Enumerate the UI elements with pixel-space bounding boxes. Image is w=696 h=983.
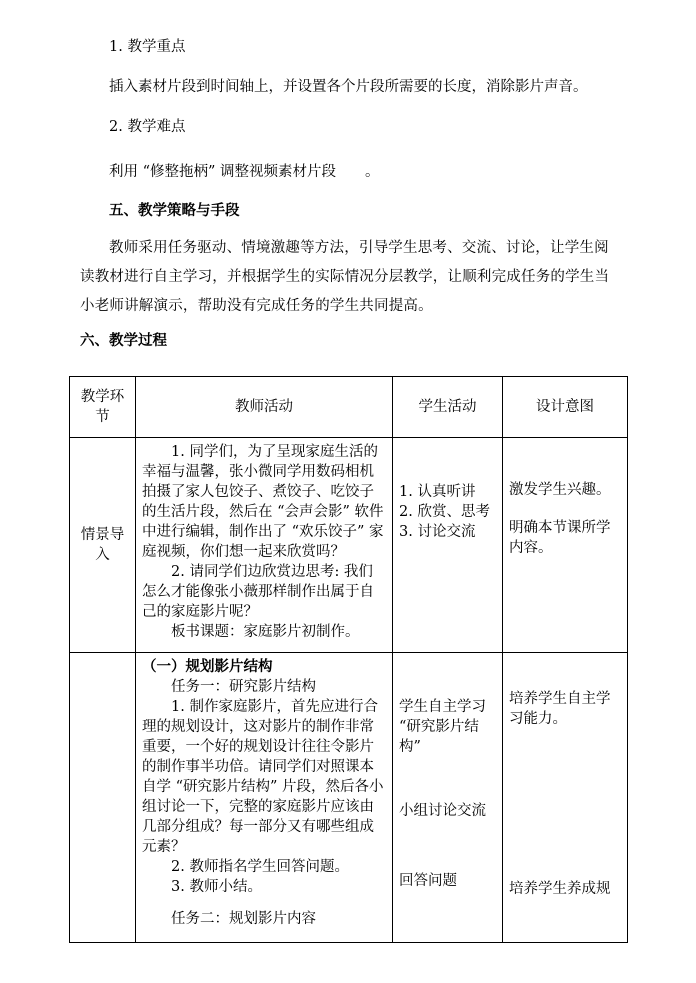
header-intent: 设计意图 [503, 377, 628, 438]
header-teacher: 教师活动 [136, 377, 393, 438]
stage-label: 情景导入 [80, 527, 125, 563]
intent-cell [503, 438, 628, 653]
section-body-key-points: 插入素材片段到时间轴上，并设置各个片段所需要的长度，消除影片声音。 [109, 79, 588, 95]
teacher-activity-1: 1. 制作家庭影片，首先应进行合理的规划设计，这对影片的制作非常重要，一个好的规划设计往往令影片的制作事半功倍。请同学们对照课本自学 “研究影片结构” 片段，然后各小组讨论一下，完整的家庭影片应该由几部分组成？每一部分又有哪些组成元素？ [142, 699, 384, 855]
task-two-title: 任务二：规划影片内容 [171, 911, 316, 927]
section-title-key-points: 1. 教学重点 [109, 39, 186, 55]
teacher-activity-2: 2. 请同学们边欣赏边思考: 我们怎么才能像张小薇那样制作出属于自己的家庭影片呢？ [142, 564, 374, 620]
table-row [70, 438, 628, 653]
section-title-strategy: 五、教学策略与手段 [109, 202, 240, 219]
stage-cell [70, 438, 136, 653]
subsection-heading: （一）规划影片结构 [142, 658, 273, 675]
student-cell [393, 438, 503, 653]
intent-1: 培养学生自主学习能力。 [509, 691, 611, 727]
teacher-cell [136, 438, 393, 653]
intent-2: 明确本节课所学内容。 [509, 520, 611, 556]
section-title-difficulties: 2. 教学难点 [109, 119, 186, 135]
student-activity-1: 1. 认真听讲 [399, 484, 476, 500]
table-row [70, 653, 628, 943]
table-header-row [70, 377, 628, 438]
section-body-strategy: 教师采用任务驱动、情境激趣等方法，引导学生思考、交流、讨论，让学生阅读教材进行自主学习，并根据学生的实际情况分层教学，让顺利完成任务的学生当小老师讲解演示，帮助没有完成任务的学生共同提高。 [80, 240, 610, 314]
student-activity-3: 回答问题 [399, 873, 457, 889]
intent-cell [503, 653, 628, 943]
intent-1: 激发学生兴趣。 [509, 482, 611, 498]
section-title-process: 六、教学过程 [80, 332, 167, 349]
student-activity-2: 小组讨论交流 [399, 803, 486, 819]
teacher-activity-3: 3. 教师小结。 [171, 879, 262, 895]
teacher-activity-3: 板书课题：家庭影片初制作。 [171, 624, 360, 640]
student-activity-1: 学生自主学习 “研究影片结构” [399, 699, 486, 755]
intent-2: 培养学生养成规 [509, 881, 611, 897]
section-body-difficulties: 利用 “修整拖柄” 调整视频素材片段 。 [109, 164, 380, 180]
header-student: 学生活动 [393, 377, 503, 438]
student-cell [393, 653, 503, 943]
task-one-title: 任务一：研究影片结构 [171, 679, 316, 695]
student-activity-3: 3. 讨论交流 [399, 524, 476, 540]
stage-cell-empty [70, 653, 136, 943]
lesson-table [69, 376, 628, 943]
teacher-activity-2: 2. 教师指名学生回答问题。 [171, 859, 349, 875]
header-stage: 教学环节 [70, 377, 136, 438]
teacher-activity-1: 1. 同学们，为了呈现家庭生活的幸福与温馨，张小微同学用数码相机拍摄了家人包饺子、煮饺子、吃饺子的生活片段，然后在 “会声会影” 软件中进行编辑，制作出了 “欢乐饺子” 家庭视频，你们想一起来欣赏吗？ [142, 444, 384, 560]
teacher-cell [136, 653, 393, 943]
student-activity-2: 2. 欣赏、思考 [399, 504, 490, 520]
